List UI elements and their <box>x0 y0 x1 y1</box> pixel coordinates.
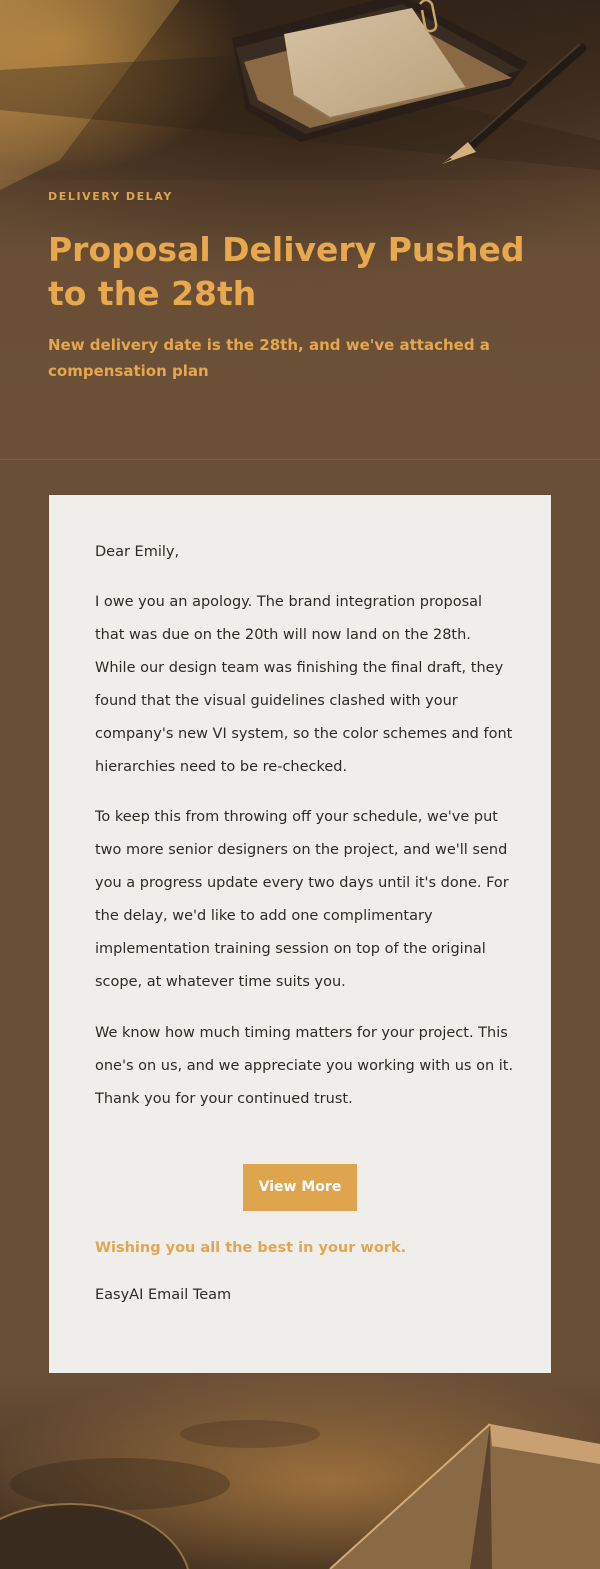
letter-paragraph-3: We know how much timing matters for your project. This one's on us, and we appreciate you working with us on it. Thank you for your continued trust. <box>95 1025 514 1107</box>
footer-banner <box>0 1374 600 1569</box>
email-subtitle: New delivery date is the 28th, and we've attached a compensation plan <box>48 336 490 380</box>
section-eyebrow: DELIVERY DELAY <box>48 190 173 203</box>
email-title: Proposal Delivery Pushed to the 28th <box>48 230 525 313</box>
header-divider <box>0 459 600 460</box>
sender-team: EasyAI Email Team <box>95 1287 232 1303</box>
letter-greeting: Dear Emily, <box>95 544 180 560</box>
view-more-button[interactable]: View More <box>243 1164 357 1211</box>
header-banner <box>0 0 600 460</box>
letter-paragraph-1: I owe you an apology. The brand integration proposal that was due on the 20th will now land on the 28th. While our design team was finishing the final draft, they found that the visual guidelines clashed with your company's new VI system, so the color schemes and font hierarchies need to be re-checked. <box>95 594 513 775</box>
letter-paragraph-2: To keep this from throwing off your schedule, we've put two more senior designers on the project, and we'll send you a progress update every two days until it's done. For the delay, we'd like to add one complimentary implementation training session on top of the original scope, at whatever time suits you. <box>95 809 509 990</box>
letter-card <box>49 495 551 1373</box>
letter-signoff: Wishing you all the best in your work. <box>95 1240 407 1256</box>
desk-corner-photo <box>0 1374 600 1569</box>
